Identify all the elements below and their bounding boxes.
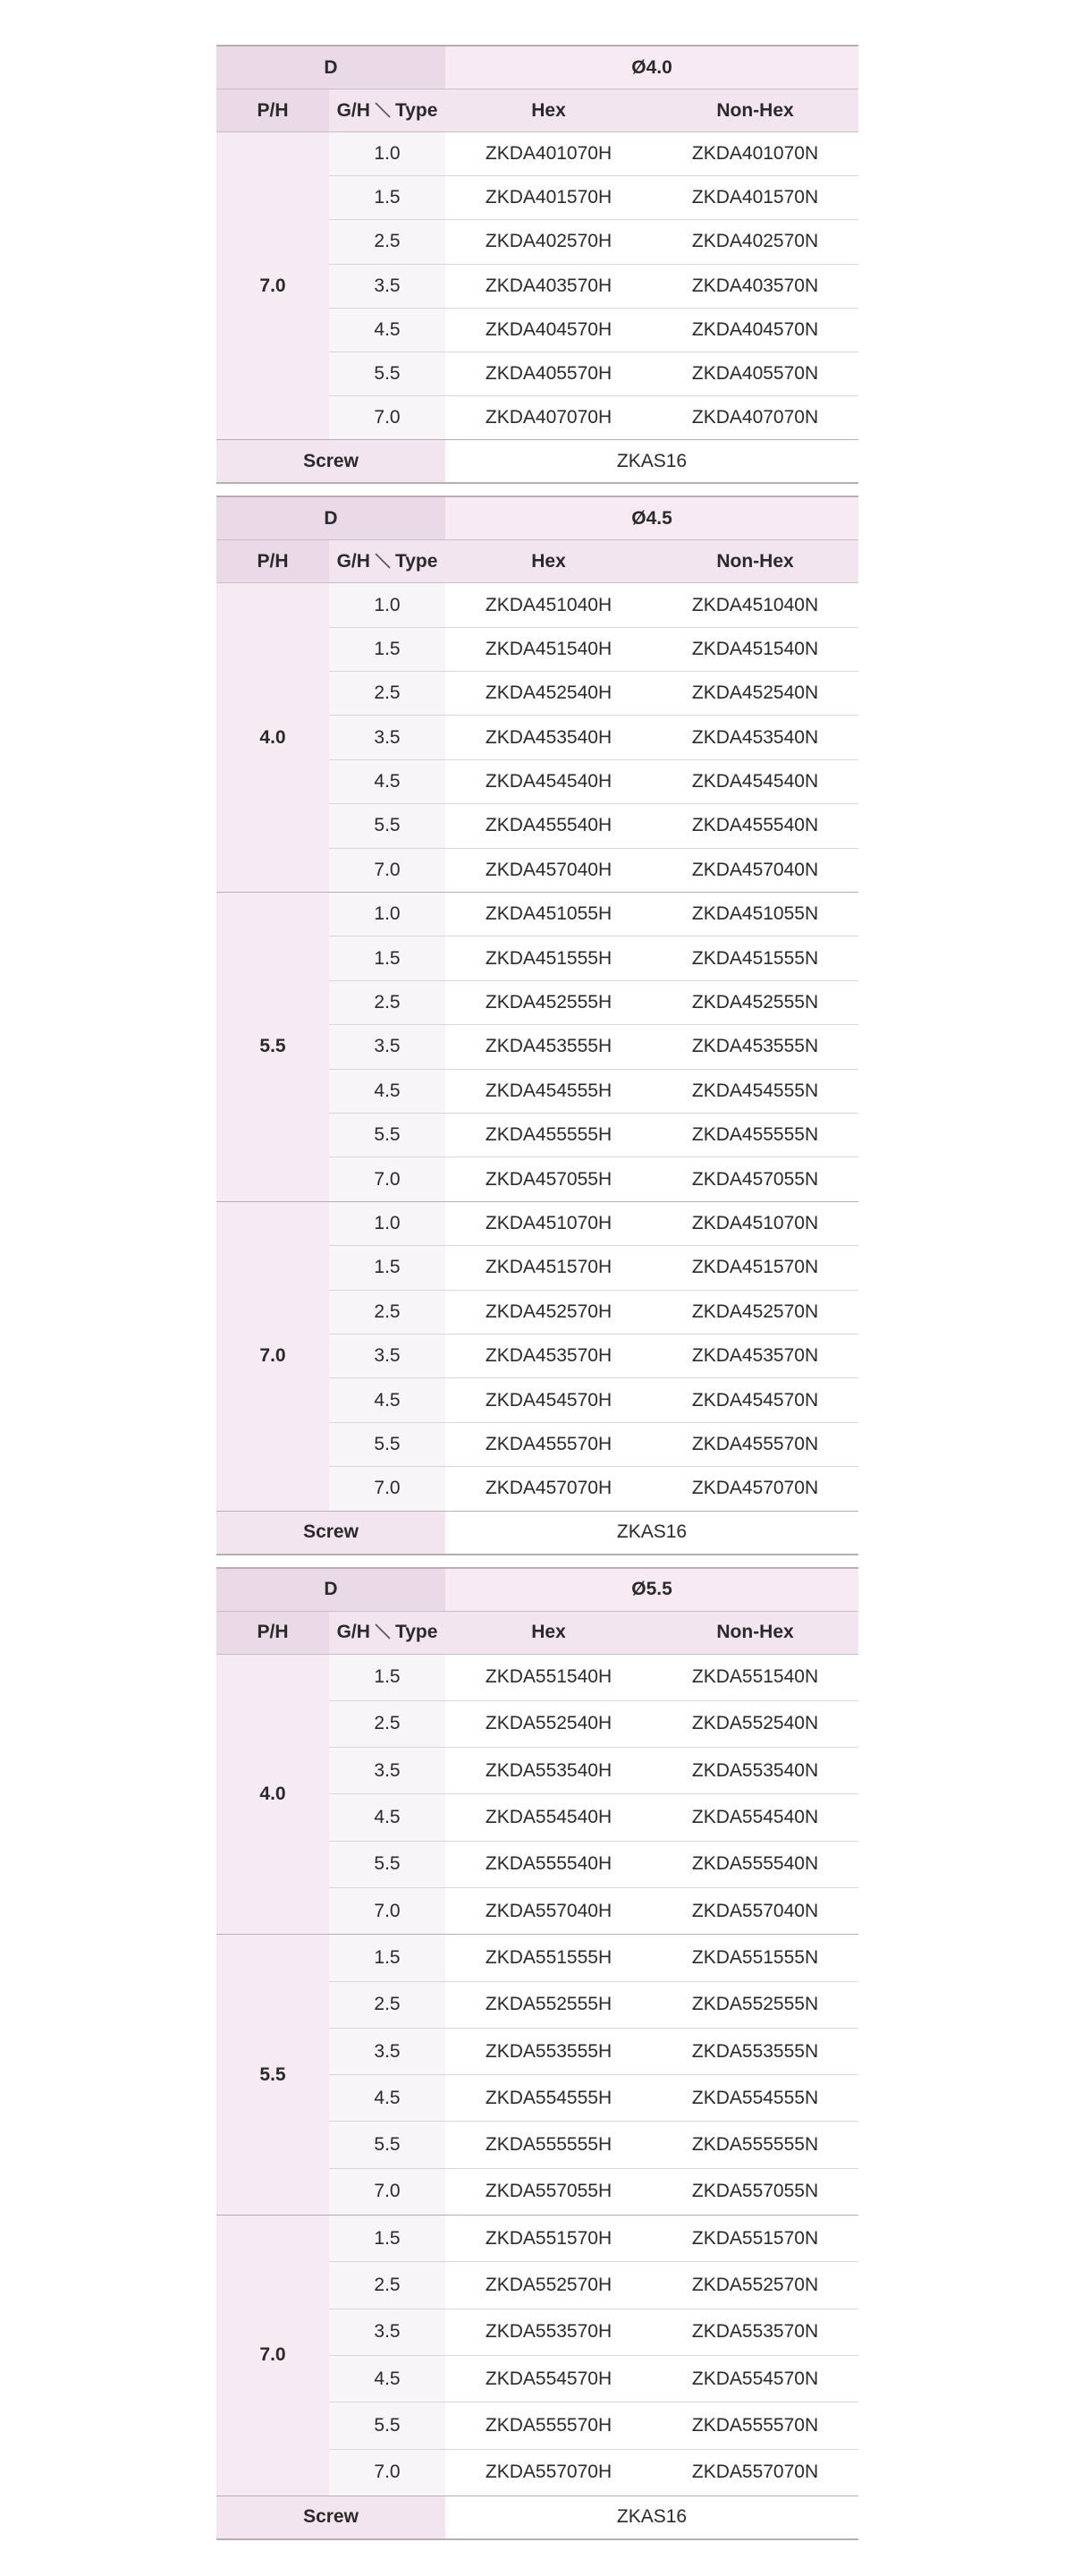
hex-code: ZKDA453555H — [445, 1025, 652, 1069]
nonhex-code: ZKDA557055N — [652, 2168, 858, 2215]
spec-table — [216, 1567, 858, 2540]
gh-value: 1.0 — [329, 132, 445, 176]
header-row — [216, 1568, 858, 1612]
nonhex-header: Non-Hex — [652, 89, 858, 132]
table-spacer — [216, 484, 858, 496]
hex-code: ZKDA553570H — [445, 2309, 652, 2355]
ph-value: 7.0 — [216, 2216, 329, 2496]
gh-value: 3.5 — [329, 2028, 445, 2074]
ph-header: P/H — [216, 1611, 329, 1654]
nonhex-code: ZKDA554555N — [652, 2075, 858, 2122]
screw-value: ZKAS16 — [445, 2496, 858, 2539]
nonhex-code: ZKDA454555N — [652, 1069, 858, 1113]
hex-code: ZKDA455540H — [445, 804, 652, 848]
diagonal-divider-icon — [374, 1622, 392, 1641]
nonhex-code: ZKDA451540N — [652, 627, 858, 671]
gh-value: 3.5 — [329, 2309, 445, 2355]
gh-value: 4.5 — [329, 1069, 445, 1113]
hex-code: ZKDA457070H — [445, 1467, 652, 1511]
screw-row — [216, 1511, 858, 1555]
hex-code: ZKDA555555H — [445, 2122, 652, 2168]
nonhex-code: ZKDA554540N — [652, 1794, 858, 1841]
gh-value: 4.5 — [329, 2355, 445, 2402]
ph-value: 5.5 — [216, 1935, 329, 2216]
gh-type-header — [329, 89, 445, 132]
nonhex-code: ZKDA401070N — [652, 132, 858, 176]
hex-code: ZKDA403570H — [445, 264, 652, 308]
hex-code: ZKDA553540H — [445, 1748, 652, 1794]
gh-value: 2.5 — [329, 1981, 445, 2028]
nonhex-code: ZKDA454540N — [652, 759, 858, 803]
gh-value: 7.0 — [329, 1888, 445, 1935]
hex-code: ZKDA554570H — [445, 2355, 652, 2402]
hex-code: ZKDA402570H — [445, 220, 652, 264]
screw-value: ZKAS16 — [445, 1511, 858, 1555]
hex-code: ZKDA401070H — [445, 132, 652, 176]
ph-value: 7.0 — [216, 1201, 329, 1511]
gh-value: 7.0 — [329, 2168, 445, 2215]
gh-type-header — [329, 540, 445, 583]
nonhex-code: ZKDA557040N — [652, 1888, 858, 1935]
hex-code: ZKDA452570H — [445, 1290, 652, 1334]
gh-value: 3.5 — [329, 1334, 445, 1377]
ph-value: 7.0 — [216, 132, 329, 440]
gh-value: 2.5 — [329, 1290, 445, 1334]
hex-code: ZKDA453540H — [445, 716, 652, 759]
gh-value: 1.0 — [329, 893, 445, 936]
screw-label: Screw — [216, 440, 445, 484]
nonhex-code: ZKDA553540N — [652, 1748, 858, 1794]
nonhex-code: ZKDA407070N — [652, 396, 858, 440]
gh-value: 3.5 — [329, 1748, 445, 1794]
nonhex-code: ZKDA452555N — [652, 980, 858, 1024]
diameter-header: Ø5.5 — [445, 1568, 858, 1612]
hex-code: ZKDA452540H — [445, 672, 652, 716]
gh-label: G/H — [336, 550, 370, 572]
diagonal-divider-icon — [374, 551, 392, 571]
gh-value: 1.0 — [329, 1201, 445, 1245]
hex-code: ZKDA454555H — [445, 1069, 652, 1113]
hex-code: ZKDA451040H — [445, 583, 652, 627]
screw-value: ZKAS16 — [445, 440, 858, 484]
nonhex-code: ZKDA451070N — [652, 1201, 858, 1245]
gh-label: G/H — [336, 99, 370, 121]
hex-code: ZKDA554555H — [445, 2075, 652, 2122]
nonhex-code: ZKDA552540N — [652, 1700, 858, 1747]
type-label: Type — [394, 99, 438, 121]
screw-row — [216, 440, 858, 484]
hex-code: ZKDA455555H — [445, 1114, 652, 1157]
hex-code: ZKDA405570H — [445, 352, 652, 395]
nonhex-code: ZKDA552570N — [652, 2262, 858, 2309]
gh-value: 2.5 — [329, 220, 445, 264]
table-row — [216, 2216, 858, 2262]
gh-type-header — [329, 1611, 445, 1654]
hex-code: ZKDA555570H — [445, 2402, 652, 2449]
d-header: D — [216, 1568, 445, 1612]
column-header-row — [216, 89, 858, 132]
table-row — [216, 1654, 858, 1700]
nonhex-header: Non-Hex — [652, 1611, 858, 1654]
hex-code: ZKDA404570H — [445, 308, 652, 352]
gh-value: 2.5 — [329, 672, 445, 716]
gh-value: 1.5 — [329, 1654, 445, 1700]
nonhex-code: ZKDA405570N — [652, 352, 858, 395]
nonhex-code: ZKDA451040N — [652, 583, 858, 627]
gh-value: 7.0 — [329, 1157, 445, 1201]
nonhex-code: ZKDA401570N — [652, 176, 858, 220]
nonhex-code: ZKDA455555N — [652, 1114, 858, 1157]
nonhex-code: ZKDA452540N — [652, 672, 858, 716]
hex-header: Hex — [445, 1611, 652, 1654]
nonhex-code: ZKDA551555N — [652, 1935, 858, 1981]
spec-table — [216, 45, 858, 484]
nonhex-code: ZKDA557070N — [652, 2449, 858, 2496]
table-row — [216, 583, 858, 627]
gh-value: 5.5 — [329, 2122, 445, 2168]
hex-header: Hex — [445, 540, 652, 583]
nonhex-code: ZKDA555570N — [652, 2402, 858, 2449]
hex-code: ZKDA551555H — [445, 1935, 652, 1981]
nonhex-code: ZKDA457070N — [652, 1467, 858, 1511]
header-row — [216, 496, 858, 540]
table-row — [216, 132, 858, 176]
hex-code: ZKDA555540H — [445, 1841, 652, 1887]
hex-code: ZKDA451055H — [445, 893, 652, 936]
nonhex-code: ZKDA554570N — [652, 2355, 858, 2402]
nonhex-header: Non-Hex — [652, 540, 858, 583]
hex-code: ZKDA557040H — [445, 1888, 652, 1935]
nonhex-code: ZKDA555540N — [652, 1841, 858, 1887]
hex-code: ZKDA451070H — [445, 1201, 652, 1245]
gh-value: 4.5 — [329, 1794, 445, 1841]
hex-code: ZKDA552540H — [445, 1700, 652, 1747]
nonhex-code: ZKDA552555N — [652, 1981, 858, 2028]
gh-value: 1.5 — [329, 936, 445, 980]
type-label: Type — [394, 550, 438, 572]
nonhex-code: ZKDA455570N — [652, 1422, 858, 1466]
column-header-row — [216, 540, 858, 583]
gh-value: 3.5 — [329, 716, 445, 759]
diagonal-divider-icon — [374, 100, 392, 120]
gh-value: 5.5 — [329, 2402, 445, 2449]
gh-value: 5.5 — [329, 1422, 445, 1466]
nonhex-code: ZKDA457055N — [652, 1157, 858, 1201]
hex-header: Hex — [445, 89, 652, 132]
gh-value: 2.5 — [329, 2262, 445, 2309]
hex-code: ZKDA552555H — [445, 1981, 652, 2028]
table-row — [216, 893, 858, 936]
hex-code: ZKDA457040H — [445, 848, 652, 892]
gh-value: 7.0 — [329, 848, 445, 892]
ph-value: 4.0 — [216, 583, 329, 893]
hex-code: ZKDA454570H — [445, 1378, 652, 1422]
nonhex-code: ZKDA404570N — [652, 308, 858, 352]
nonhex-code: ZKDA402570N — [652, 220, 858, 264]
nonhex-code: ZKDA451055N — [652, 893, 858, 936]
diameter-header: Ø4.0 — [445, 46, 858, 89]
nonhex-code: ZKDA455540N — [652, 804, 858, 848]
nonhex-code: ZKDA553570N — [652, 2309, 858, 2355]
nonhex-code: ZKDA453570N — [652, 1334, 858, 1377]
nonhex-code: ZKDA453540N — [652, 716, 858, 759]
hex-code: ZKDA401570H — [445, 176, 652, 220]
ph-header: P/H — [216, 89, 329, 132]
hex-code: ZKDA551540H — [445, 1654, 652, 1700]
gh-value: 5.5 — [329, 1841, 445, 1887]
spec-table — [216, 496, 858, 1555]
gh-value: 1.5 — [329, 1246, 445, 1290]
ph-value: 4.0 — [216, 1654, 329, 1935]
d-header: D — [216, 496, 445, 540]
screw-label: Screw — [216, 1511, 445, 1555]
table-row — [216, 1201, 858, 1245]
screw-label: Screw — [216, 2496, 445, 2539]
gh-value: 5.5 — [329, 804, 445, 848]
gh-value: 4.5 — [329, 308, 445, 352]
gh-value: 4.5 — [329, 759, 445, 803]
hex-code: ZKDA454540H — [445, 759, 652, 803]
gh-value: 3.5 — [329, 264, 445, 308]
gh-value: 7.0 — [329, 1467, 445, 1511]
nonhex-code: ZKDA451555N — [652, 936, 858, 980]
hex-code: ZKDA557070H — [445, 2449, 652, 2496]
gh-value: 1.5 — [329, 627, 445, 671]
gh-value: 1.5 — [329, 2216, 445, 2262]
spec-tables — [216, 45, 858, 2540]
gh-value: 1.5 — [329, 176, 445, 220]
nonhex-code: ZKDA555555N — [652, 2122, 858, 2168]
nonhex-code: ZKDA551570N — [652, 2216, 858, 2262]
nonhex-code: ZKDA553555N — [652, 2028, 858, 2074]
table-row — [216, 1935, 858, 1981]
hex-code: ZKDA451570H — [445, 1246, 652, 1290]
hex-code: ZKDA452555H — [445, 980, 652, 1024]
gh-value: 5.5 — [329, 1114, 445, 1157]
hex-code: ZKDA453570H — [445, 1334, 652, 1377]
hex-code: ZKDA553555H — [445, 2028, 652, 2074]
nonhex-code: ZKDA454570N — [652, 1378, 858, 1422]
gh-value: 2.5 — [329, 1700, 445, 1747]
header-row — [216, 46, 858, 89]
nonhex-code: ZKDA457040N — [652, 848, 858, 892]
gh-label: G/H — [336, 1622, 370, 1643]
screw-row — [216, 2496, 858, 2539]
gh-value: 4.5 — [329, 2075, 445, 2122]
hex-code: ZKDA451540H — [445, 627, 652, 671]
hex-code: ZKDA554540H — [445, 1794, 652, 1841]
ph-header: P/H — [216, 540, 329, 583]
nonhex-code: ZKDA551540N — [652, 1654, 858, 1700]
gh-value: 3.5 — [329, 1025, 445, 1069]
hex-code: ZKDA551570H — [445, 2216, 652, 2262]
table-spacer — [216, 1555, 858, 1567]
gh-value: 1.5 — [329, 1935, 445, 1981]
gh-value: 4.5 — [329, 1378, 445, 1422]
nonhex-code: ZKDA451570N — [652, 1246, 858, 1290]
nonhex-code: ZKDA403570N — [652, 264, 858, 308]
hex-code: ZKDA557055H — [445, 2168, 652, 2215]
nonhex-code: ZKDA453555N — [652, 1025, 858, 1069]
diameter-header: Ø4.5 — [445, 496, 858, 540]
hex-code: ZKDA552570H — [445, 2262, 652, 2309]
gh-value: 7.0 — [329, 396, 445, 440]
type-label: Type — [394, 1622, 438, 1643]
hex-code: ZKDA457055H — [445, 1157, 652, 1201]
gh-value: 5.5 — [329, 352, 445, 395]
hex-code: ZKDA451555H — [445, 936, 652, 980]
ph-value: 5.5 — [216, 893, 329, 1202]
gh-value: 1.0 — [329, 583, 445, 627]
gh-value: 2.5 — [329, 980, 445, 1024]
hex-code: ZKDA455570H — [445, 1422, 652, 1466]
d-header: D — [216, 46, 445, 89]
hex-code: ZKDA407070H — [445, 396, 652, 440]
gh-value: 7.0 — [329, 2449, 445, 2496]
column-header-row — [216, 1611, 858, 1654]
nonhex-code: ZKDA452570N — [652, 1290, 858, 1334]
